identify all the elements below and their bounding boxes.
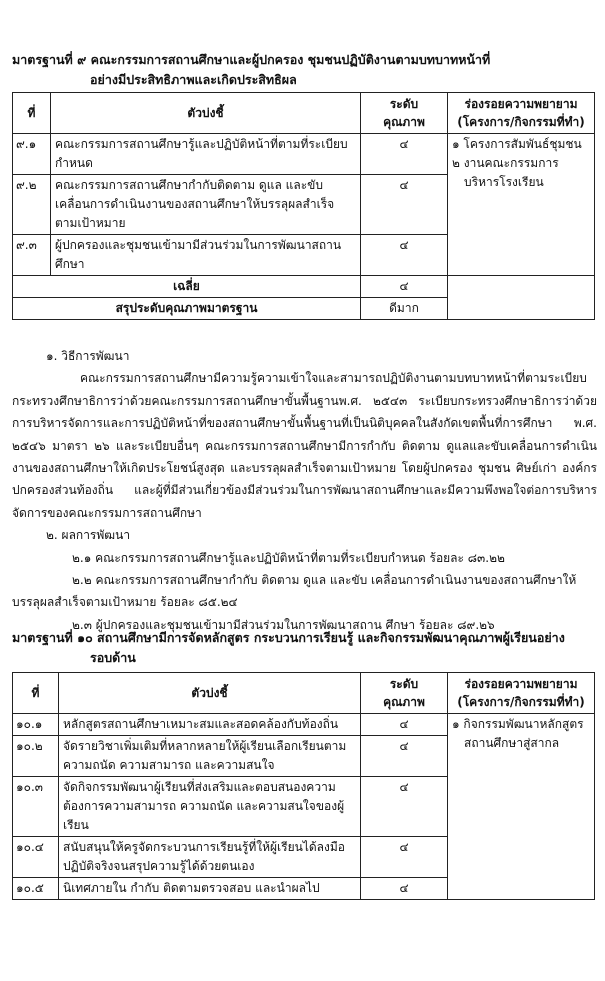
- table-row: [13, 714, 595, 736]
- row-indicator: นิเทศภายใน กำกับ ติดตามตรวจสอบ และนำผลไป: [59, 878, 361, 900]
- col-header-evidence: ร่องรอยความพยายาม (โครงการ/กิจกรรมที่ทำ): [448, 673, 595, 714]
- col-header-evidence: ร่องรอยความพยายาม (โครงการ/กิจกรรมที่ทำ): [448, 93, 595, 134]
- evidence-cell: [448, 714, 595, 900]
- average-label: เฉลี่ย: [13, 276, 361, 298]
- table-row: [13, 134, 595, 175]
- col-header-no: ที่: [13, 93, 51, 134]
- row-indicator: สนับสนุนให้ครูจัดกระบวนการเรียนรู้ที่ให้ผู้เรียนได้ลงมือปฏิบัติจริงจนสรุปความรู้ได้ด้วยตนเอง: [59, 837, 361, 878]
- row-level: ๔: [361, 777, 448, 837]
- row-indicator: ผู้ปกครองและชุมชนเข้ามามีส่วนร่วมในการพัฒนาสถานศึกษา: [51, 235, 361, 276]
- summary-value: ดีมาก: [361, 298, 448, 320]
- row-indicator: จัดรายวิชาเพิ่มเติมที่หลากหลายให้ผู้เรียนเลือกเรียนตามความถนัด ความสามารถ และความสนใจ: [59, 736, 361, 777]
- row-number: ๑๐.๓: [13, 777, 59, 837]
- row-level: ๔: [361, 736, 448, 777]
- row-number: ๑๐.๕: [13, 878, 59, 900]
- dev-result-title: ๒. ผลการพัฒนา: [46, 528, 131, 543]
- summary-label: สรุประดับคุณภาพมาตรฐาน: [13, 298, 361, 320]
- evidence-line: ๒ งานคณะกรรมการ: [452, 156, 559, 170]
- table-header-row: [13, 93, 595, 134]
- col-header-no: ที่: [13, 673, 59, 714]
- evidence-line: บริหารโรงเรียน: [464, 175, 544, 189]
- col-header-level: ระดับ คุณภาพ: [361, 673, 448, 714]
- row-indicator: คณะกรรมการสถานศึกษารู้และปฏิบัติหน้าที่ตามที่ระเบียบกำหนด: [51, 134, 361, 175]
- col-header-level: ระดับ คุณภาพ: [361, 93, 448, 134]
- evidence-line: สถานศึกษาสู่สากล: [464, 736, 560, 750]
- row-level: ๔: [361, 175, 448, 235]
- standard-9-heading: [12, 50, 597, 90]
- standard-10-heading: [12, 628, 597, 668]
- dev-method-paragraph: คณะกรรมการสถานศึกษามีความรู้ความเข้าใจและสามารถปฏิบัติงานตามบทบาทหน้าที่ตามระเบียบกระทรวงศึกษาธิการว่าด้วยคณะกรรมการสถานศึกษาขั้นพื้นฐานพ.ศ. ๒๕๔๓ ระเบียบกระทรวงศึกษาธิการว่าด้วยการบริหารจัดการและการปฏิบัติหน้าที่ของสถานศึกษาขั้นพื้นฐานที่เป็นนิติบุคคลในสังกัดเขตพื้นที่การศึกษา พ.ศ. ๒๕๔๖ มาตรา ๒๖ และระเบียบอื่นๆ คณะกรรมการสถานศึกษามีการกำกับ ติดตาม ดูแลและขับเคลื่อนการดำเนินงานของสถานศึกษาให้เกิดประโยชน์สูงสุด และบรรลุผลสำเร็จตามเป้าหมาย โดยผู้ปกครอง ชุมชน ศิษย์เก่า องค์กรปกครองส่วนท้องถิ่น และผู้ที่มีส่วนเกี่ยวข้องมีส่วนร่วมในการพัฒนาสถานศึกษาและมีความพึงพอใจต่อการบริหารจัดการของคณะกรรมการสถานศึกษา: [12, 371, 597, 520]
- result-item: ๒.๒ คณะกรรมการสถานศึกษากำกับ ติดตาม ดูแล และขับ เคลื่อนการดำเนินงานของสถานศึกษาให้บรรลุผลสำเร็จตามเป้าหมาย ร้อยละ ๘๕.๒๔: [12, 573, 577, 610]
- row-number: ๙.๑: [13, 134, 51, 175]
- table-header-row: [13, 673, 595, 714]
- standard-9-heading-line2: อย่างมีประสิทธิภาพและเกิดประสิทธิผล: [90, 72, 297, 87]
- row-number: ๑๐.๑: [13, 714, 59, 736]
- col-header-indicator: ตัวบ่งชี้: [59, 673, 361, 714]
- row-indicator: จัดกิจกรรมพัฒนาผู้เรียนที่ส่งเสริมและตอบสนองความต้องการความสามารถ ความถนัด และความสนใจของผู้เรียน: [59, 777, 361, 837]
- result-item: ๒.๑ คณะกรรมการสถานศึกษารู้และปฏิบัติหน้าที่ตามที่ระเบียบกำหนด ร้อยละ ๘๓.๒๒: [72, 550, 505, 565]
- standard-9-heading-line1: มาตรฐานที่ ๙ คณะกรรมการสถานศึกษาและผู้ปกครอง ชุมชนปฏิบัติงานตามบทบาทหน้าที่: [12, 52, 491, 67]
- standard-9-table: [12, 92, 595, 320]
- average-row: [13, 276, 595, 298]
- row-level: ๔: [361, 235, 448, 276]
- development-section: [12, 345, 597, 636]
- row-indicator: คณะกรรมการสถานศึกษากำกับติดตาม ดูแล และขับเคลื่อนการดำเนินงานของสถานศึกษาให้บรรลุผลสำเร็จตามเป้าหมาย: [51, 175, 361, 235]
- standard-10-table: [12, 672, 595, 900]
- col-header-indicator: ตัวบ่งชี้: [51, 93, 361, 134]
- standard-10-heading-line1: มาตรฐานที่ ๑๐ สถานศึกษามีการจัดหลักสูตร กระบวนการเรียนรู้ และกิจกรรมพัฒนาคุณภาพผู้เรียนอย่าง: [12, 630, 565, 645]
- row-indicator: หลักสูตรสถานศึกษาเหมาะสมและสอดคล้องกับท้องถิ่น: [59, 714, 361, 736]
- average-value: ๔: [361, 276, 448, 298]
- row-level: ๔: [361, 837, 448, 878]
- row-number: ๙.๒: [13, 175, 51, 235]
- standard-10-heading-line2: รอบด้าน: [90, 650, 136, 665]
- row-level: ๔: [361, 714, 448, 736]
- row-level: ๔: [361, 878, 448, 900]
- row-number: ๑๐.๔: [13, 837, 59, 878]
- empty-cell: [448, 276, 595, 320]
- row-number: ๑๐.๒: [13, 736, 59, 777]
- row-number: ๙.๓: [13, 235, 51, 276]
- dev-method-title: ๑. วิธีการพัฒนา: [46, 349, 130, 363]
- evidence-line: ๑ โครงการสัมพันธ์ชุมชน: [452, 137, 582, 151]
- evidence-cell: [448, 134, 595, 276]
- result-item: ๒.๓ ผู้ปกครองและชุมชนเข้ามามีส่วนร่วมในการพัฒนาสถาน ศึกษา ร้อยละ ๘๙.๒๖: [72, 617, 495, 632]
- row-level: ๔: [361, 134, 448, 175]
- evidence-line: ๑ กิจกรรมพัฒนาหลักสูตร: [452, 717, 584, 731]
